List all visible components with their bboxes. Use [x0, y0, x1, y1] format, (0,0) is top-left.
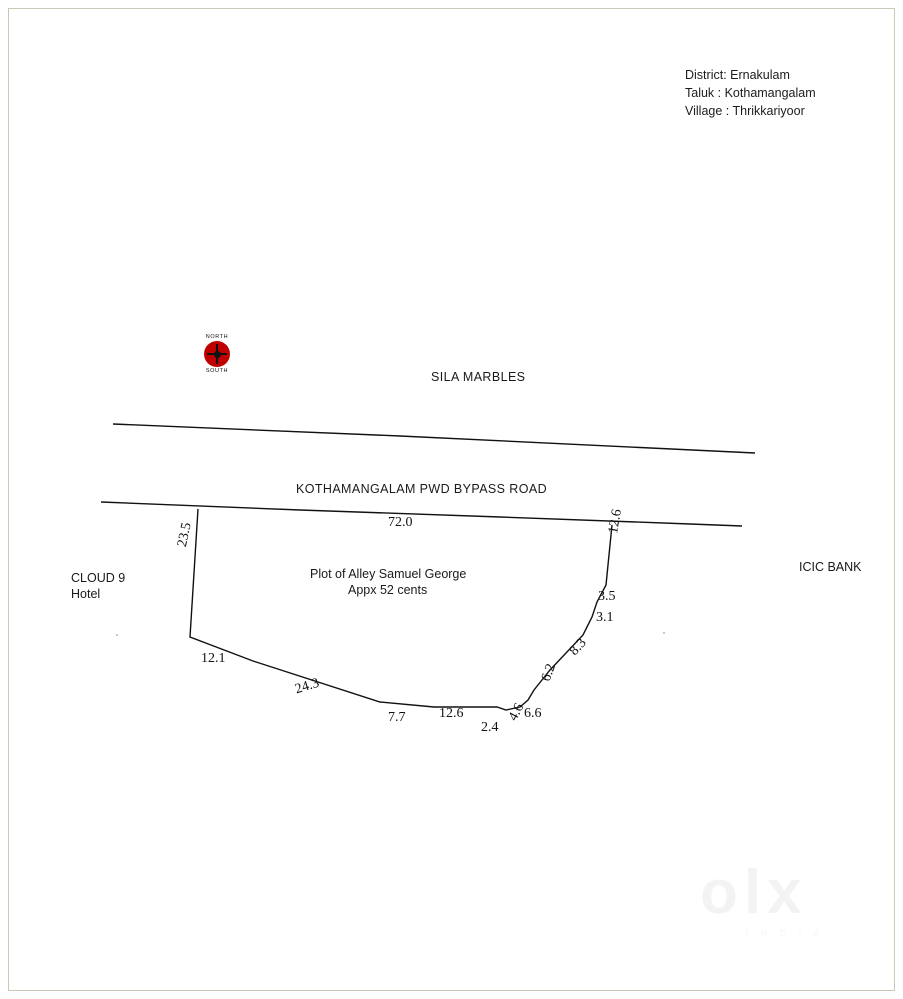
watermark-letters: olx — [700, 858, 808, 927]
taluk-label: Taluk : Kothamangalam — [685, 86, 816, 101]
plot-area-label: Appx 52 cents — [348, 583, 428, 597]
scan-speck — [663, 632, 665, 634]
olx-watermark — [700, 858, 870, 952]
dimension-3-5: 3.5 — [598, 589, 616, 604]
dimension-24-3: 24.3 — [293, 675, 322, 698]
dimension-6-2: 6.2 — [538, 661, 560, 684]
scan-speck — [116, 634, 118, 636]
watermark-subtitle: I N D I A — [745, 928, 825, 938]
road-name-label: KOTHAMANGALAM PWD BYPASS ROAD — [296, 482, 547, 496]
dimension-12-6-south: 12.6 — [439, 706, 464, 721]
dimension-23-5: 23.5 — [174, 521, 195, 549]
cloud9-label-line1: CLOUD 9 — [71, 571, 126, 585]
compass-south-label: SOUTH — [205, 368, 229, 374]
plot-owner-label: Plot of Alley Samuel George — [310, 567, 467, 581]
sila-marbles-label: SILA MARBLES — [431, 370, 526, 384]
dimension-72-0: 72.0 — [388, 515, 413, 530]
village-label: Village : Thrikkariyoor — [685, 104, 805, 119]
dimension-3-1: 3.1 — [596, 610, 614, 625]
dimension-8-3: 8.3 — [566, 635, 590, 659]
dimension-12-1: 12.1 — [201, 651, 226, 666]
dimension-12-6-east: 12.6 — [605, 508, 626, 535]
road-north-edge — [113, 424, 755, 453]
district-label: District: Ernakulam — [685, 68, 790, 82]
compass-north-label: NORTH — [205, 334, 229, 340]
dimension-7-7: 7.7 — [388, 710, 406, 725]
dimension-6-6: 6.6 — [524, 706, 542, 721]
dimension-4-6: 4.6 — [505, 701, 528, 724]
icic-bank-label: ICIC BANK — [799, 560, 862, 574]
dimension-2-4: 2.4 — [481, 720, 499, 735]
cloud9-label-line2: Hotel — [71, 587, 101, 601]
